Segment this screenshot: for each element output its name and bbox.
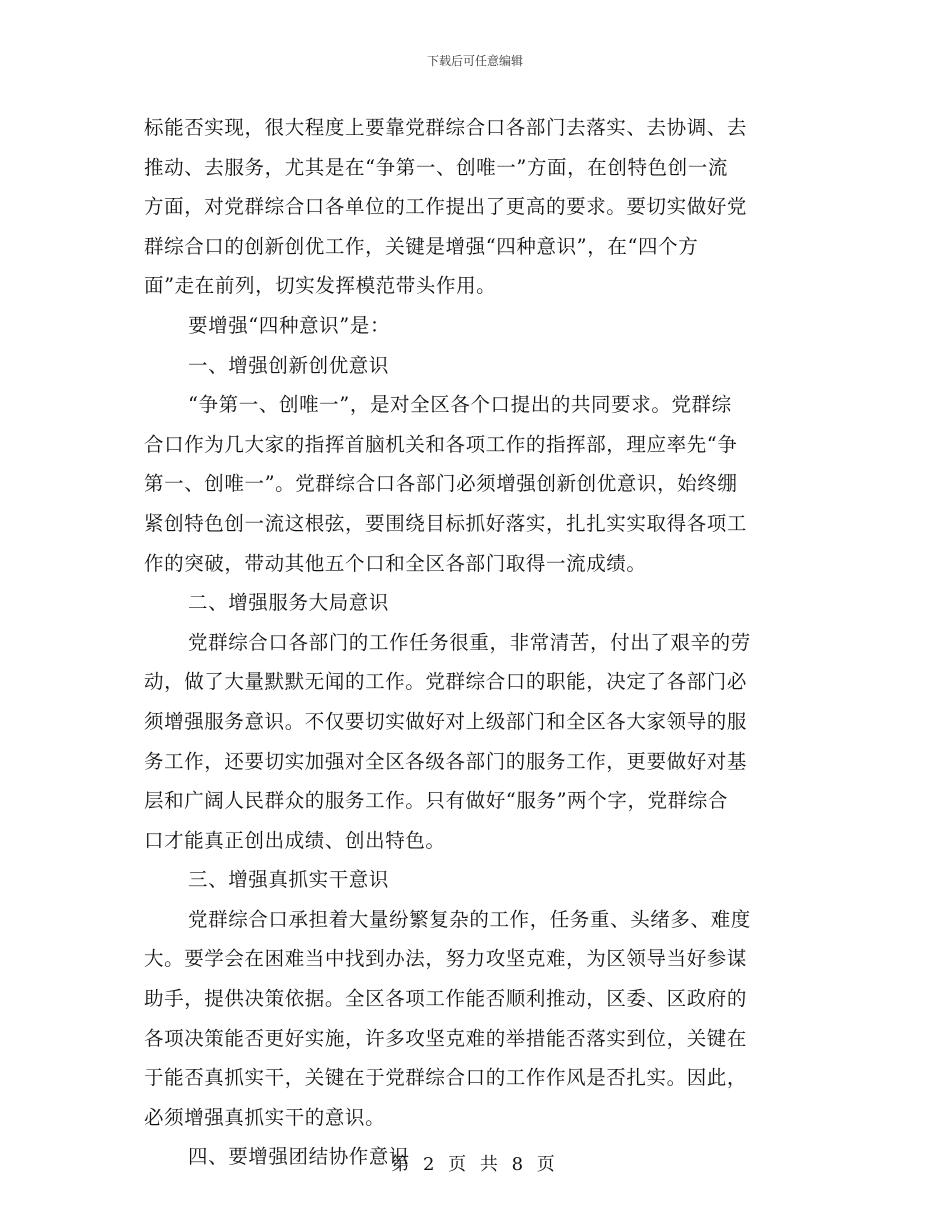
paragraph-line: 合口作为几大家的指挥首脑机关和各项工作的指挥部，理应率先“争: [144, 432, 738, 456]
paragraph-line: 动，做了大量默默无闻的工作。党群综合口的职能，决定了各部门必: [144, 670, 748, 694]
section-heading: 一、增强创新创优意识: [188, 353, 390, 377]
page-header: 下载后可任意编辑: [426, 54, 523, 68]
paragraph-line: 须增强服务意识。不仅要切实做好对上级部门和全区各大家领导的服: [144, 709, 748, 733]
paragraph-line: 党群综合口承担着大量纷繁复杂的工作，任务重、头绪多、难度: [188, 907, 751, 931]
paragraph-line: 第一、创唯一”。党群综合口各部门必须增强创新创优意识，始终绷: [144, 472, 738, 496]
paragraph-line: 大。要学会在困难当中找到办法，努力攻坚克难，为区领导当好参谋: [144, 947, 748, 971]
paragraph-line: 紧创特色创一流这根弦，要围绕目标抓好落实，扎扎实实取得各项工: [144, 511, 748, 535]
paragraph-line: 口才能真正创出成绩、创出特色。: [144, 828, 446, 852]
paragraph-line: 必须增强真抓实干的意识。: [144, 1105, 386, 1129]
document-body: [144, 108, 807, 1177]
page-number: 第 2 页 共 8 页: [391, 1154, 559, 1175]
paragraph-line: 作的突破，带动其他五个口和全区各部门取得一流成绩。: [144, 551, 647, 575]
paragraph-line: 党群综合口各部门的工作任务很重，非常清苦，付出了艰辛的劳: [188, 630, 751, 654]
section-heading: 四、要增强团结协作意识: [188, 1145, 410, 1169]
section-heading: 三、增强真抓实干意识: [188, 868, 390, 892]
paragraph-line: 要增强“四种意识”是：: [188, 313, 391, 337]
paragraph-line: 面”走在前列，切实发挥模范带头作用。: [144, 274, 497, 298]
paragraph-line: “争第一、创唯一”，是对全区各个口提出的共同要求。党群综: [188, 393, 732, 417]
paragraph-line: 群综合口的创新创优工作，关键是增强“四种意识”，在“四个方: [144, 234, 699, 258]
paragraph-line: 各项决策能否更好实施，许多攻坚克难的举措能否落实到位，关键在: [144, 1026, 748, 1050]
paragraph-line: 层和广阔人民群众的服务工作。只有做好“服务”两个字，党群综合: [144, 789, 728, 813]
paragraph-line: 方面，对党群综合口各单位的工作提出了更高的要求。要切实做好党: [144, 195, 748, 219]
paragraph-line: 标能否实现，很大程度上要靠党群综合口各部门去落实、去协调、去: [144, 116, 748, 139]
paragraph-line: 推动、去服务，尤其是在“争第一、创唯一”方面，在创特色创一流: [144, 155, 728, 179]
paragraph-line: 务工作，还要切实加强对全区各级各部门的服务工作，更要做好对基: [144, 749, 748, 773]
paragraph-line: 助手，提供决策依据。全区各项工作能否顺利推动，区委、区政府的: [144, 987, 748, 1011]
paragraph-line: 于能否真抓实干，关键在于党群综合口的工作作风是否扎实。因此，: [144, 1066, 748, 1090]
section-heading: 二、增强服务大局意识: [188, 591, 390, 615]
